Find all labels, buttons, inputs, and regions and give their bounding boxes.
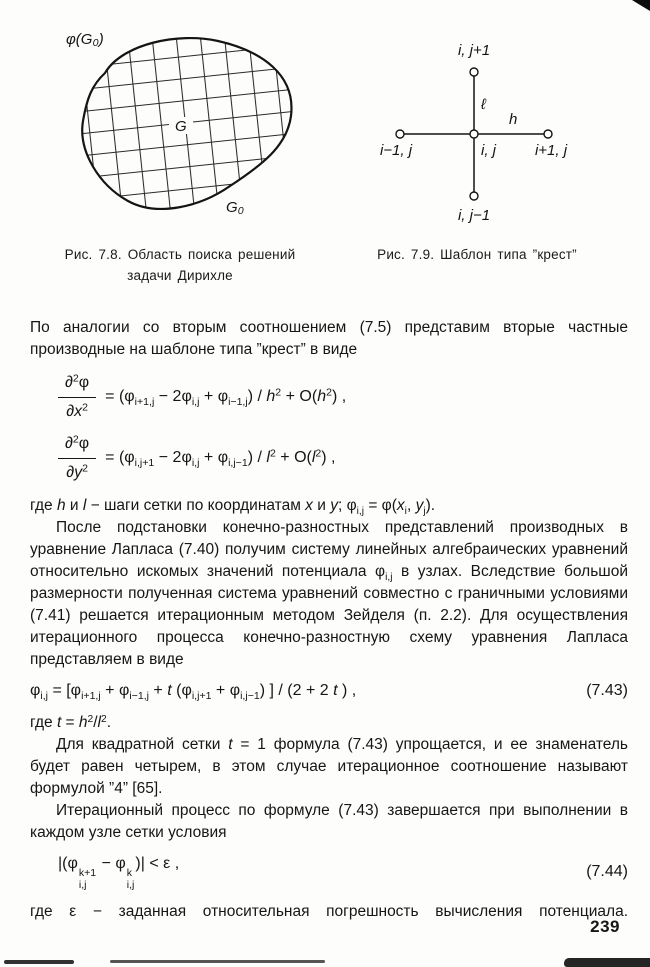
equation-rhs: = $(\varphi_{i,j+1} - 2\varphi_{i,j} + \varphi_{i,j-1}) / l^2 + O(l^2)$ , [105, 448, 336, 470]
fraction-denominator: $\partial x^2$ [66, 401, 88, 420]
node-label-top: i, j+1 [457, 42, 491, 59]
fraction-dx [58, 373, 96, 422]
paragraph-iteration: Итерационный процесс по формуле (7.43) завершается при выполнении в каждом узле сетки условия [30, 801, 628, 841]
figure-7-9 [352, 28, 602, 266]
figures-row [30, 28, 628, 287]
paragraph-intro: По аналогии со вторым соотношением (7.5) представим вторые частные производные на шаблоне типа ”крест” в виде [30, 318, 628, 358]
equation-7-43-body: $\varphi_{i,j} = [\varphi_{i+1,j} + \varphi_{i-1,j} + t$ $(\varphi_{i,j+1} + \varphi_{i,j-1})$ ] / (2 + 2 t ) , [30, 681, 357, 703]
region-label-phi-g0: φ(G₀) [66, 31, 104, 48]
figure-7-8-caption-line-2: задачи Дирихле [127, 267, 233, 283]
figure-7-8-caption [30, 245, 330, 287]
node-label-center: i, j [481, 142, 496, 159]
equation-7-43 [30, 681, 628, 702]
step-label-l: ℓ [481, 96, 486, 113]
equation-rhs: = $(\varphi_{i+1,j} - 2\varphi_{i,j} + \varphi_{i-1,j}) / h^2 + O(h^2)$ , [105, 387, 347, 409]
scan-artifact-top-right [632, 0, 650, 11]
node-label-bottom: i, j−1 [457, 207, 491, 224]
region-label-g: G [175, 118, 187, 135]
scan-artifact-bottom-middle [110, 960, 325, 963]
fraction-numerator: ∂$^2$φ [58, 373, 96, 398]
figure-7-8-drawing [30, 28, 330, 228]
figure-7-9-caption-line: Рис. 7.9. Шаблон типа ”крест” [377, 247, 577, 262]
scan-artifact-bottom-left [4, 960, 74, 964]
grid-node-bottom [470, 192, 478, 200]
node-label-left: i−1, j [379, 142, 413, 159]
fraction-dy [58, 434, 96, 483]
page-number: 239 [590, 917, 620, 936]
fraction-numerator: ∂$^2$φ [58, 434, 96, 459]
figure-7-8-caption-line-1: Рис. 7.8. Область поиска решений [64, 247, 296, 262]
where-clause-grid-steps: где h и l − шаги сетки по координатам x и y; $\varphi_{i,j} = \varphi(x_i$, $y_j$). [30, 496, 436, 517]
where-clause-epsilon: где ε − заданная относительная погрешность вычисления потенциала. [30, 902, 628, 920]
grid-node-top [470, 68, 478, 76]
grid-node-right [544, 130, 552, 138]
equation-7-44 [30, 854, 628, 891]
grid-node-left [396, 130, 404, 138]
paragraph-square-grid: Для квадратной сетки t = 1 формула (7.43) упрощается, и ее знаменатель будет равен четырем, в этом случае итерационное соотношение называют формулой ”4” [65]. [30, 735, 629, 797]
paragraph-substitution: После подстановки конечно-разностных представлений производных в уравнение Лапласа (7.40) получим систему линейных алгебраических уравнений относительно искомых значений потенциала $\varphi_{i,j}$ в узлах. Вследствие большой размерности полученная система уравнений совместно с граничными условиями (7.41) решается итерационным методом Зейделя (п. 2.2). Для осуществления итерационного процесса конечно-разностную схему уравнения Лапласа представляем в виде [30, 518, 628, 668]
figure-7-9-drawing [352, 28, 602, 228]
where-clause-t: где $t = h^2/l^2$. [30, 713, 111, 731]
grid-node-center [470, 130, 478, 138]
node-label-right: i+1, j [534, 142, 568, 159]
figure-7-8 [30, 28, 330, 287]
equation-d2phi-dx2 [58, 373, 628, 422]
equation-tag-7-44: (7.44) [586, 862, 628, 880]
equation-tag-7-43: (7.43) [586, 681, 628, 699]
figure-7-9-caption [352, 245, 602, 266]
region-label-g0: G₀ [226, 199, 244, 216]
equation-7-44-body: |(φ k+1 i,j − φ k i,j )| < ε , [58, 854, 180, 891]
body-text [30, 317, 628, 923]
step-label-h: h [509, 111, 518, 128]
fraction-denominator: $\partial y^2$ [66, 462, 88, 481]
equation-d2phi-dy2 [58, 434, 628, 483]
scan-artifact-bottom-right [564, 958, 650, 967]
